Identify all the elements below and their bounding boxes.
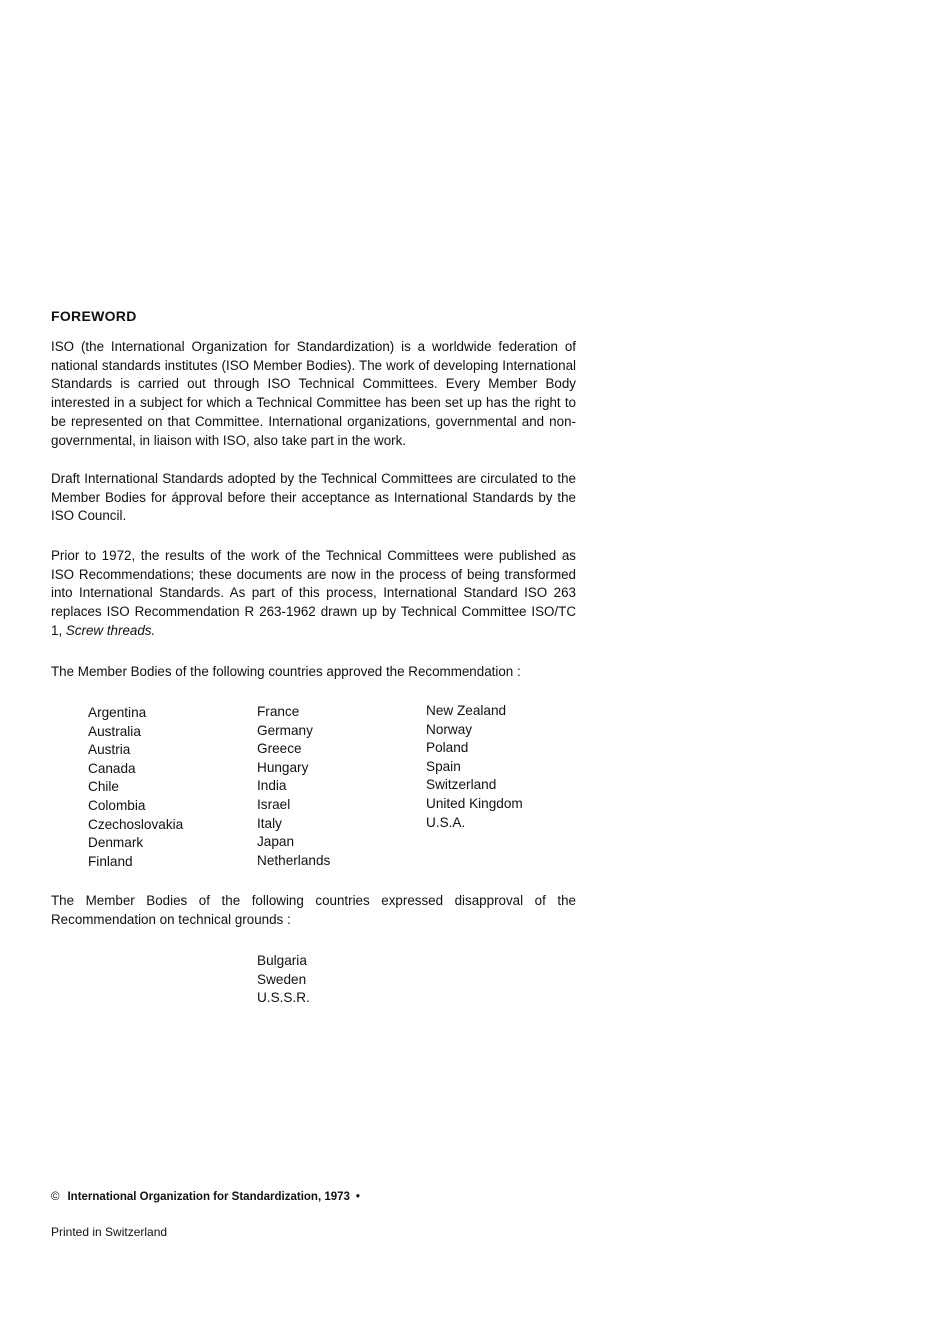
country-item: Argentina xyxy=(88,705,147,720)
country-item: Spain xyxy=(426,758,461,774)
country-item: U.S.S.R. xyxy=(257,990,310,1006)
country-item: Switzerland xyxy=(426,777,497,793)
country-item: Bulgaria xyxy=(257,953,307,968)
committee-title: Screw threads. xyxy=(65,622,156,638)
bullet-icon: • xyxy=(355,1191,360,1203)
copyright-text: International Organization for Standardization, 1973 xyxy=(67,1191,350,1203)
approved-countries-column-3 xyxy=(426,702,523,832)
country-item: Chile xyxy=(88,779,119,795)
country-item: United Kingdom xyxy=(426,795,523,811)
paragraph-disapproved-intro: The Member Bodies of the following countries expressed disapproval of the Recommendation on technical grounds : xyxy=(51,893,576,927)
country-item: Poland xyxy=(426,740,469,756)
paragraph-history-text: Prior to 1972, the results of the work of the Technical Committees were published as ISO Recommendations; these documents are now in the process of being transformed into International Standards. As part of this process, International Standard ISO 263 replaces ISO Recommendation R 263-1962 drawn up by Technical Committee ISO/TC 1, xyxy=(51,548,576,638)
country-item: Colombia xyxy=(88,797,146,813)
copyright-line xyxy=(51,1191,360,1203)
country-item: France xyxy=(257,704,300,719)
country-item: Israel xyxy=(257,796,291,812)
disapproved-countries-list xyxy=(257,952,310,1008)
country-item: Japan xyxy=(257,834,295,850)
paragraph-draft-standards: Draft International Standards adopted by the Technical Committees are circulated to the Member Bodies for ápproval before their acceptance as International Standards by the ISO Council. xyxy=(51,471,576,524)
country-item: Italy xyxy=(257,815,282,831)
country-item: Austria xyxy=(88,742,131,758)
copyright-icon: © xyxy=(51,1191,60,1203)
country-item: Finland xyxy=(88,853,133,869)
country-item: India xyxy=(257,778,287,794)
approved-countries-column-1 xyxy=(88,704,183,871)
country-item: Germany xyxy=(257,722,313,738)
paragraph-approved-intro: The Member Bodies of the following countries approved the Recommendation : xyxy=(51,664,521,679)
country-item: Netherlands xyxy=(257,852,331,868)
country-item: New Zealand xyxy=(426,703,507,718)
country-item: Sweden xyxy=(257,971,307,987)
country-item: Canada xyxy=(88,760,136,776)
paragraph-iso-intro: ISO (the International Organization for Standardization) is a worldwide federation of national standards institutes (ISO Member Bodies). The work of developing International Standards is carried out through ISO Technical Committees. Every Member Body interested in a subject for which a Technical Committee has been set up has the right to be represented on that Committee. International organizations, governmental and non-governmental, in liaison with ISO, also take part in the work. xyxy=(51,339,576,448)
approved-countries-column-2 xyxy=(257,703,330,870)
country-item: Norway xyxy=(426,721,473,737)
country-item: Hungary xyxy=(257,759,309,775)
country-item: U.S.A. xyxy=(426,814,466,830)
country-item: Greece xyxy=(257,741,302,757)
country-item: Denmark xyxy=(88,835,144,851)
foreword-heading: FOREWORD xyxy=(51,308,137,324)
printed-in-note: Printed in Switzerland xyxy=(51,1225,168,1239)
paragraph-recommendation-history xyxy=(51,547,576,641)
country-item: Australia xyxy=(88,723,141,739)
country-item: Czechoslovakia xyxy=(88,816,184,832)
